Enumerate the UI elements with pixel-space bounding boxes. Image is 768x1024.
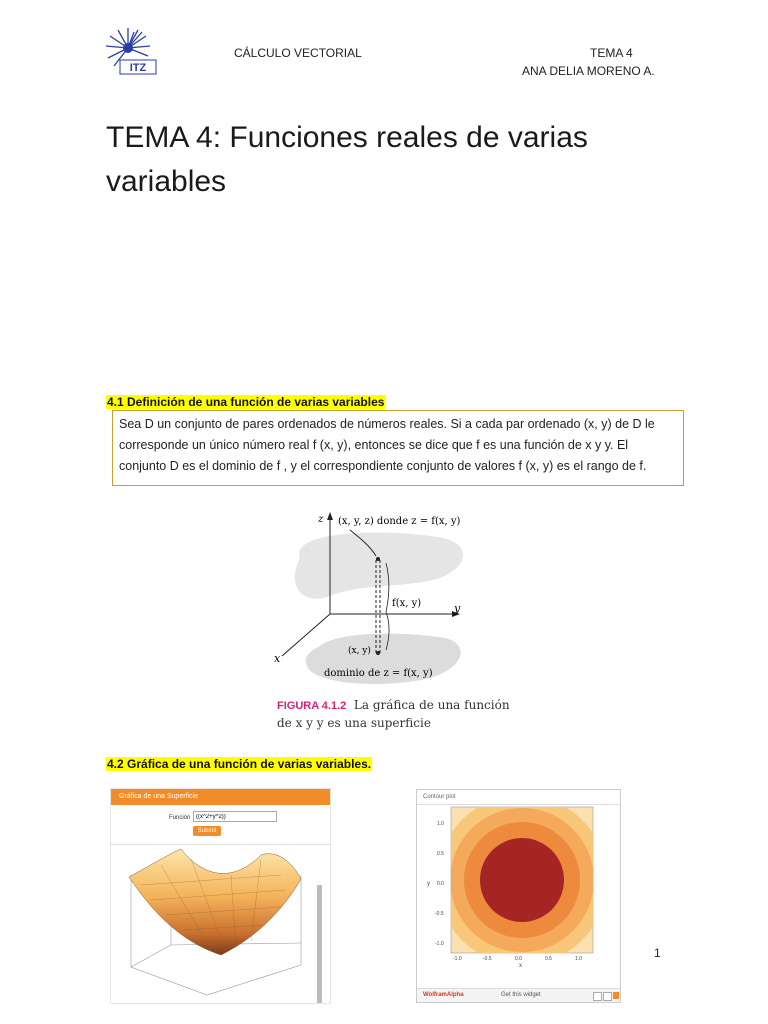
section-heading-4-2: 4.2 Gráfica de una función de varias variables. bbox=[107, 757, 372, 771]
z-axis-label: z bbox=[318, 514, 324, 525]
definition-line-2: corresponde un único número real f (x, y), entonces se dice que f es una función de x y y. El bbox=[119, 438, 629, 452]
x-axis-label: x bbox=[274, 652, 281, 665]
course-name: CÁLCULO VECTORIAL bbox=[234, 46, 362, 60]
function-input[interactable] bbox=[193, 811, 277, 822]
y-axis-label: y bbox=[454, 602, 461, 615]
logo-text: ITZ bbox=[129, 62, 147, 74]
figure-caption-line-1: La gráfica de una función bbox=[353, 698, 510, 712]
x-tick-5: 1.0 bbox=[575, 956, 582, 962]
y-tick-3: 0.0 bbox=[437, 881, 444, 887]
share-icon[interactable] bbox=[593, 992, 602, 1001]
figure-caption bbox=[277, 697, 510, 732]
page-number: 1 bbox=[654, 946, 661, 960]
surface-blob bbox=[295, 532, 463, 598]
y-tick-2: 0.5 bbox=[437, 851, 444, 857]
point-label: (x, y, z) donde z = f(x, y) bbox=[338, 516, 461, 527]
x-tick-2: -0.5 bbox=[483, 956, 492, 962]
wolfram-logo: WolframAlpha bbox=[423, 992, 464, 998]
widget-footer bbox=[417, 988, 620, 1003]
surface-widget-title: Gráfica de una Superficie bbox=[111, 789, 330, 805]
author-name: ANA DELIA MORENO A. bbox=[522, 64, 655, 78]
contour-widget bbox=[416, 789, 621, 1003]
x-tick-4: 0.5 bbox=[545, 956, 552, 962]
contour-plot bbox=[417, 805, 620, 987]
y-tick-5: -1.0 bbox=[435, 941, 444, 947]
section-heading-4-1: 4.1 Definición de una función de varias variables bbox=[107, 395, 385, 409]
submit-button[interactable]: Submit bbox=[193, 826, 221, 836]
height-label: f(x, y) bbox=[392, 598, 422, 609]
definition-box bbox=[112, 410, 684, 486]
itz-logo bbox=[104, 26, 160, 76]
function-label: Función bbox=[169, 815, 191, 821]
x-tick-1: -1.0 bbox=[453, 956, 462, 962]
definition-line-3: conjunto D es el dominio de f , y el correspondiente conjunto de valores f (x, y) es el rango de f. bbox=[119, 459, 647, 473]
surface-3d-plot bbox=[111, 845, 330, 1003]
definition-line-1: Sea D un conjunto de pares ordenados de números reales. Si a cada par ordenado (x, y) de D le bbox=[119, 417, 655, 431]
y-axis-title: y bbox=[427, 881, 430, 887]
x-tick-3: 0.0 bbox=[515, 956, 522, 962]
y-tick-4: -0.5 bbox=[435, 911, 444, 917]
figure-caption-line-2: de x y y es una superficie bbox=[277, 716, 431, 730]
topic-label: TEMA 4 bbox=[590, 46, 633, 60]
embed-icon[interactable] bbox=[603, 992, 612, 1001]
figure-caption-label: FIGURA 4.1.2 bbox=[277, 700, 347, 712]
expand-icon[interactable] bbox=[613, 992, 619, 999]
get-widget-link[interactable]: Get this widget bbox=[501, 992, 541, 998]
surface-widget bbox=[110, 788, 331, 1004]
surface-mesh bbox=[129, 849, 301, 955]
base-point-label: (x, y) bbox=[348, 646, 371, 656]
page-title: TEMA 4: Funciones reales de varias variables bbox=[106, 121, 588, 198]
domain-label: dominio de z = f(x, y) bbox=[324, 668, 433, 679]
x-axis-title: x bbox=[519, 963, 522, 969]
contour-widget-title: Contour plot bbox=[417, 790, 620, 805]
y-tick-1: 1.0 bbox=[437, 821, 444, 827]
